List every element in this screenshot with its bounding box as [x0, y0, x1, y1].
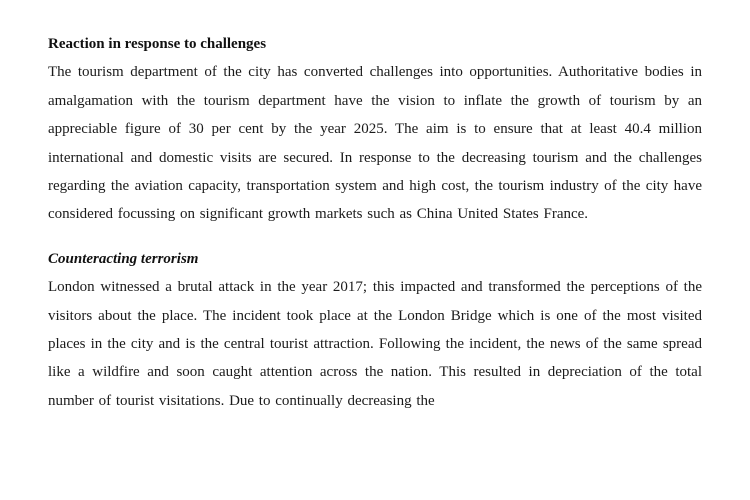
section-reaction-in-response-to-challenges [48, 30, 702, 229]
section-paragraph-reaction: The tourism department of the city has converted challenges into opportunities. Authoritative bodies in amalgamation with the tourism department have the vision to inflate the growth of tourism by an appreciable figure of 30 per cent by the year 2025. The aim is to ensure that at least 40.4 million international and domestic visits are secured. In response to the decreasing tourism and the challenges regarding the aviation capacity, transportation system and high cost, the tourism industry of the city have considered focussing on significant growth markets such as China United States France. [48, 64, 702, 223]
section-heading-reaction: Reaction in response to challenges [48, 36, 267, 52]
section-paragraph-terrorism: London witnessed a brutal attack in the year 2017; this impacted and transformed the perceptions of the visitors about the place. The incident took place at the London Bridge which is one of the most visited places in the city and is the central tourist attraction. Following the incident, the news of the same spread like a wildfire and soon caught attention across the nation. This resulted in depreciation of the total number of tourist visitations. Due to continually decreasing the [48, 279, 702, 409]
section-heading-terrorism: Counteracting terrorism [48, 250, 199, 267]
document-content [48, 30, 702, 415]
section-counteracting-terrorism [48, 245, 702, 415]
